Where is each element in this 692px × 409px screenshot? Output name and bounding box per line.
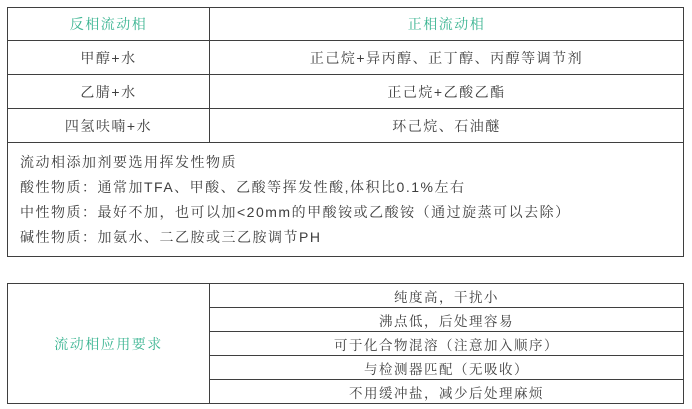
application-requirements-table [7,283,684,404]
normal-phase-cell: 环己烷、石油醚 [210,109,684,143]
normal-phase-cell: 正己烷+乙酸乙酯 [210,75,684,109]
requirement-cell: 不用缓冲盐，减少后处理麻烦 [210,380,684,404]
header-normal-phase: 正相流动相 [210,8,684,41]
header-row [8,8,684,41]
requirement-cell: 与检测器匹配（无吸收） [210,356,684,380]
requirement-cell: 沸点低，后处理容易 [210,308,684,332]
table-row [8,109,684,143]
additive-notes-row [8,143,684,257]
table-row [8,41,684,75]
table-row [8,284,684,308]
requirement-cell: 可于化合物混溶（注意加入顺序） [210,332,684,356]
normal-phase-cell: 正己烷+异丙醇、正丁醇、丙醇等调节剂 [210,41,684,75]
note-line-volatile: 流动相添加剂要选用挥发性物质 [20,154,237,170]
reversed-phase-cell: 四氢呋喃+水 [8,109,210,143]
additive-notes-cell [8,143,684,257]
note-line-basic: 碱性物质：加氨水、二乙胺或三乙胺调节PH [20,229,322,245]
note-line-neutral: 中性物质：最好不加，也可以加<20mm的甲酸铵或乙酸铵（通过旋蒸可以去除） [20,204,571,220]
row-header-application-requirements: 流动相应用要求 [8,284,210,404]
reversed-phase-cell: 乙腈+水 [8,75,210,109]
requirement-cell: 纯度高，干扰小 [210,284,684,308]
note-line-acidic: 酸性物质：通常加TFA、甲酸、乙酸等挥发性酸,体积比0.1%左右 [20,179,466,195]
table-row [8,75,684,109]
reversed-phase-cell: 甲醇+水 [8,41,210,75]
mobile-phase-table [7,7,684,257]
header-reversed-phase: 反相流动相 [8,8,210,41]
